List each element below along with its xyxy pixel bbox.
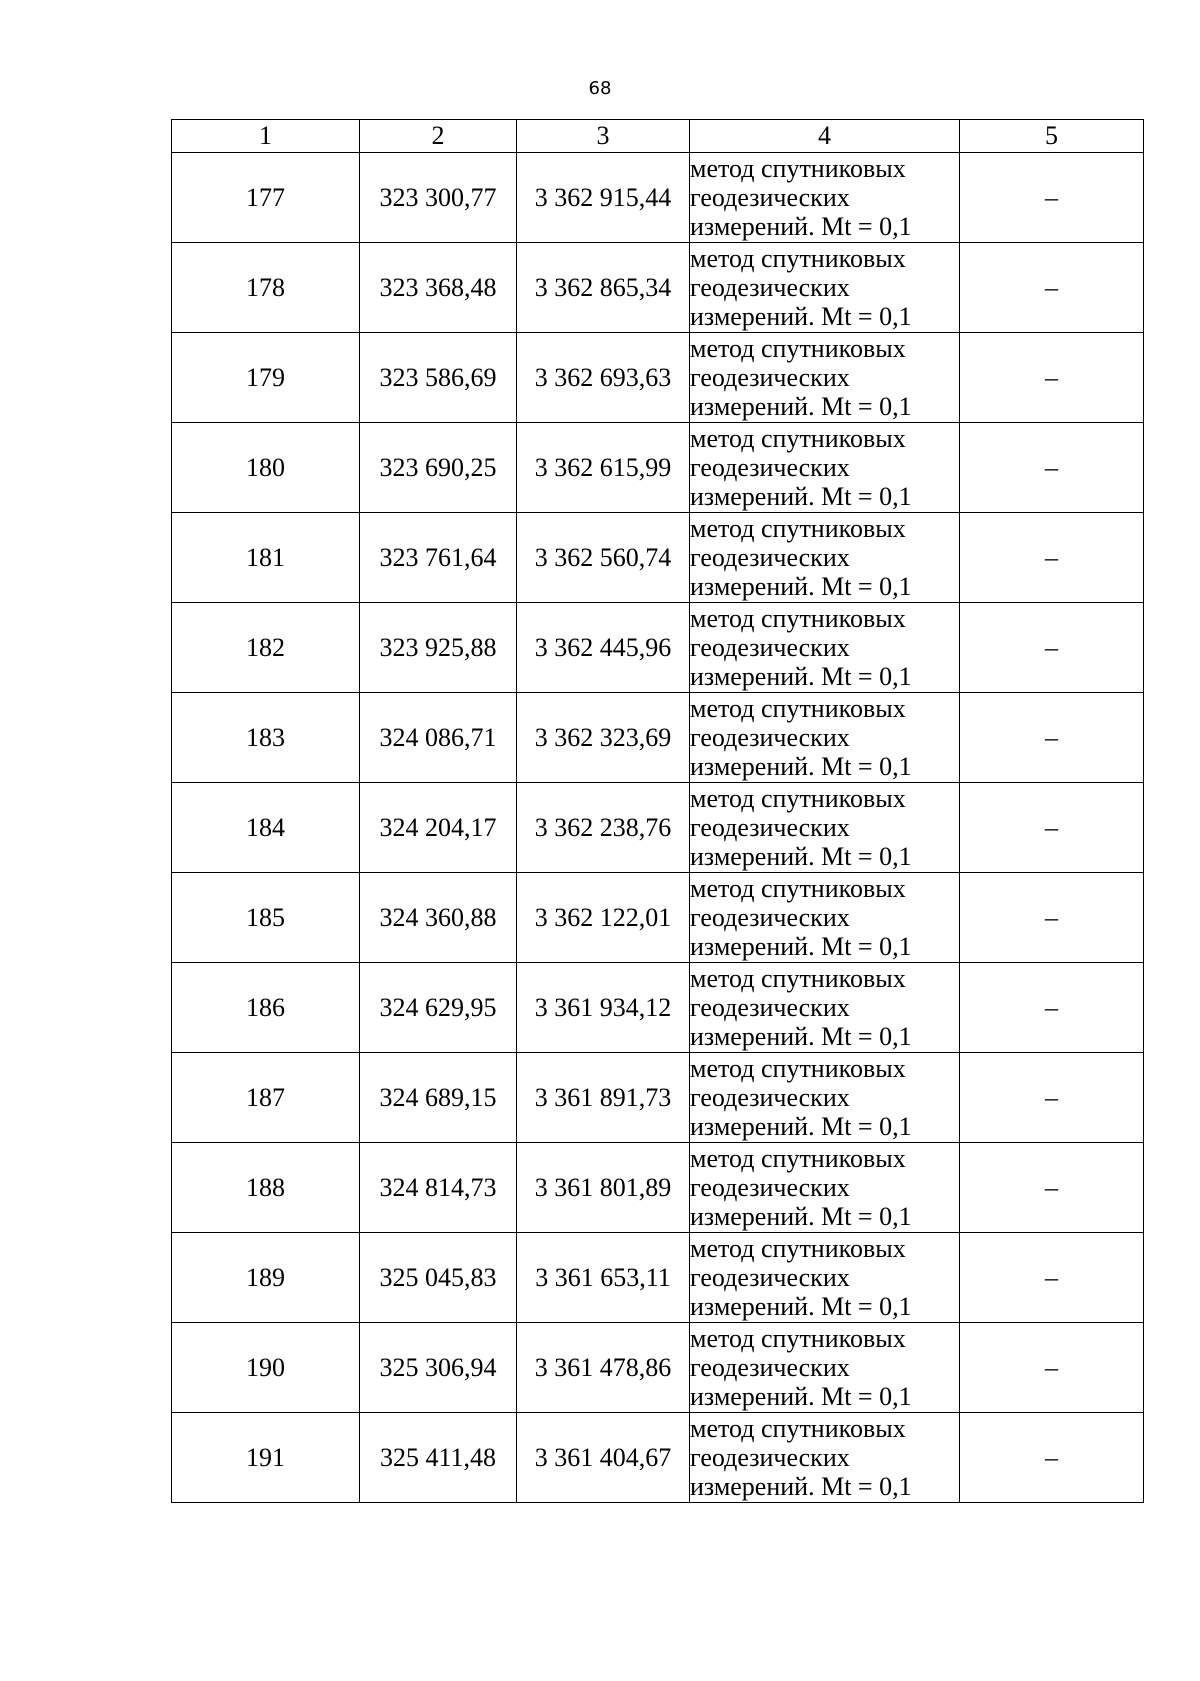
y-coordinate: 3 362 693,63: [517, 333, 690, 423]
note-cell: –: [960, 1053, 1144, 1143]
x-coordinate: 324 689,15: [360, 1053, 517, 1143]
measurement-method: [690, 873, 960, 963]
coordinates-table: [171, 119, 1144, 1503]
point-number: 183: [172, 693, 360, 783]
y-coordinate: 3 362 560,74: [517, 513, 690, 603]
note-cell: –: [960, 513, 1144, 603]
method-line: измерений. Mt = 0,1: [690, 1472, 912, 1501]
column-header: 4: [690, 120, 960, 153]
method-line: геодезических: [690, 723, 850, 752]
note-cell: –: [960, 333, 1144, 423]
x-coordinate: 325 306,94: [360, 1323, 517, 1413]
point-number: 189: [172, 1233, 360, 1323]
point-number: 187: [172, 1053, 360, 1143]
x-coordinate: 324 629,95: [360, 963, 517, 1053]
method-line: измерений. Mt = 0,1: [690, 392, 912, 421]
x-coordinate: 324 086,71: [360, 693, 517, 783]
method-line: метод спутниковых: [690, 1324, 906, 1353]
method-line: геодезических: [690, 633, 850, 662]
table-header: [172, 120, 1144, 153]
x-coordinate: 323 368,48: [360, 243, 517, 333]
y-coordinate: 3 361 653,11: [517, 1233, 690, 1323]
method-line: геодезических: [690, 813, 850, 842]
method-line: геодезических: [690, 1353, 850, 1382]
method-line: метод спутниковых: [690, 154, 906, 183]
measurement-method: [690, 783, 960, 873]
x-coordinate: 323 586,69: [360, 333, 517, 423]
method-line: метод спутниковых: [690, 1144, 906, 1173]
method-line: измерений. Mt = 0,1: [690, 1202, 912, 1231]
method-line: измерений. Mt = 0,1: [690, 572, 912, 601]
method-line: измерений. Mt = 0,1: [690, 932, 912, 961]
table-body: [172, 153, 1144, 1503]
point-number: 177: [172, 153, 360, 243]
y-coordinate: 3 361 801,89: [517, 1143, 690, 1233]
x-coordinate: 324 360,88: [360, 873, 517, 963]
point-number: 182: [172, 603, 360, 693]
table-row: [172, 333, 1144, 423]
note-cell: –: [960, 1413, 1144, 1503]
method-line: метод спутниковых: [690, 1414, 906, 1443]
note-cell: –: [960, 1233, 1144, 1323]
y-coordinate: 3 362 865,34: [517, 243, 690, 333]
table-row: [172, 1413, 1144, 1503]
x-coordinate: 323 300,77: [360, 153, 517, 243]
page-number: 68: [588, 78, 612, 99]
point-number: 178: [172, 243, 360, 333]
measurement-method: [690, 1233, 960, 1323]
measurement-method: [690, 963, 960, 1053]
point-number: 186: [172, 963, 360, 1053]
method-line: геодезических: [690, 183, 850, 212]
x-coordinate: 325 045,83: [360, 1233, 517, 1323]
method-line: геодезических: [690, 543, 850, 572]
method-line: измерений. Mt = 0,1: [690, 1112, 912, 1141]
y-coordinate: 3 361 891,73: [517, 1053, 690, 1143]
measurement-method: [690, 1053, 960, 1143]
measurement-method: [690, 1143, 960, 1233]
measurement-method: [690, 603, 960, 693]
table-row: [172, 783, 1144, 873]
method-line: измерений. Mt = 0,1: [690, 1022, 912, 1051]
point-number: 185: [172, 873, 360, 963]
method-line: геодезических: [690, 1263, 850, 1292]
column-header: 3: [517, 120, 690, 153]
y-coordinate: 3 362 323,69: [517, 693, 690, 783]
x-coordinate: 323 925,88: [360, 603, 517, 693]
x-coordinate: 324 814,73: [360, 1143, 517, 1233]
method-line: измерений. Mt = 0,1: [690, 1292, 912, 1321]
table-row: [172, 963, 1144, 1053]
y-coordinate: 3 362 122,01: [517, 873, 690, 963]
y-coordinate: 3 361 478,86: [517, 1323, 690, 1413]
measurement-method: [690, 513, 960, 603]
table-row: [172, 1143, 1144, 1233]
column-header: 5: [960, 120, 1144, 153]
method-line: геодезических: [690, 1083, 850, 1112]
measurement-method: [690, 153, 960, 243]
measurement-method: [690, 1323, 960, 1413]
measurement-method: [690, 423, 960, 513]
note-cell: –: [960, 423, 1144, 513]
table-row: [172, 603, 1144, 693]
table-row: [172, 873, 1144, 963]
method-line: геодезических: [690, 903, 850, 932]
point-number: 180: [172, 423, 360, 513]
header-row: [172, 120, 1144, 153]
method-line: геодезических: [690, 993, 850, 1022]
table-row: [172, 1323, 1144, 1413]
note-cell: –: [960, 963, 1144, 1053]
method-line: геодезических: [690, 1443, 850, 1472]
method-line: метод спутниковых: [690, 334, 906, 363]
column-header: 2: [360, 120, 517, 153]
x-coordinate: 325 411,48: [360, 1413, 517, 1503]
x-coordinate: 323 761,64: [360, 513, 517, 603]
method-line: метод спутниковых: [690, 424, 906, 453]
method-line: метод спутниковых: [690, 694, 906, 723]
table-row: [172, 1053, 1144, 1143]
method-line: метод спутниковых: [690, 1234, 906, 1263]
method-line: измерений. Mt = 0,1: [690, 1382, 912, 1411]
method-line: метод спутниковых: [690, 874, 906, 903]
point-number: 184: [172, 783, 360, 873]
note-cell: –: [960, 1323, 1144, 1413]
table-row: [172, 153, 1144, 243]
method-line: измерений. Mt = 0,1: [690, 302, 912, 331]
measurement-method: [690, 243, 960, 333]
method-line: геодезических: [690, 453, 850, 482]
measurement-method: [690, 333, 960, 423]
column-header: 1: [172, 120, 360, 153]
y-coordinate: 3 362 238,76: [517, 783, 690, 873]
method-line: метод спутниковых: [690, 964, 906, 993]
note-cell: –: [960, 603, 1144, 693]
method-line: геодезических: [690, 273, 850, 302]
measurement-method: [690, 1413, 960, 1503]
note-cell: –: [960, 693, 1144, 783]
measurement-method: [690, 693, 960, 783]
x-coordinate: 323 690,25: [360, 423, 517, 513]
method-line: измерений. Mt = 0,1: [690, 212, 912, 241]
method-line: метод спутниковых: [690, 244, 906, 273]
y-coordinate: 3 362 615,99: [517, 423, 690, 513]
method-line: геодезических: [690, 363, 850, 392]
table-row: [172, 423, 1144, 513]
method-line: измерений. Mt = 0,1: [690, 662, 912, 691]
method-line: метод спутниковых: [690, 514, 906, 543]
point-number: 179: [172, 333, 360, 423]
method-line: измерений. Mt = 0,1: [690, 842, 912, 871]
method-line: геодезических: [690, 1173, 850, 1202]
point-number: 181: [172, 513, 360, 603]
note-cell: –: [960, 153, 1144, 243]
note-cell: –: [960, 1143, 1144, 1233]
y-coordinate: 3 361 404,67: [517, 1413, 690, 1503]
y-coordinate: 3 362 445,96: [517, 603, 690, 693]
point-number: 188: [172, 1143, 360, 1233]
point-number: 191: [172, 1413, 360, 1503]
x-coordinate: 324 204,17: [360, 783, 517, 873]
note-cell: –: [960, 243, 1144, 333]
table-row: [172, 1233, 1144, 1323]
point-number: 190: [172, 1323, 360, 1413]
table-row: [172, 243, 1144, 333]
method-line: метод спутниковых: [690, 784, 906, 813]
method-line: измерений. Mt = 0,1: [690, 752, 912, 781]
table-row: [172, 693, 1144, 783]
table-row: [172, 513, 1144, 603]
y-coordinate: 3 362 915,44: [517, 153, 690, 243]
note-cell: –: [960, 783, 1144, 873]
note-cell: –: [960, 873, 1144, 963]
method-line: метод спутниковых: [690, 1054, 906, 1083]
method-line: измерений. Mt = 0,1: [690, 482, 912, 511]
y-coordinate: 3 361 934,12: [517, 963, 690, 1053]
method-line: метод спутниковых: [690, 604, 906, 633]
